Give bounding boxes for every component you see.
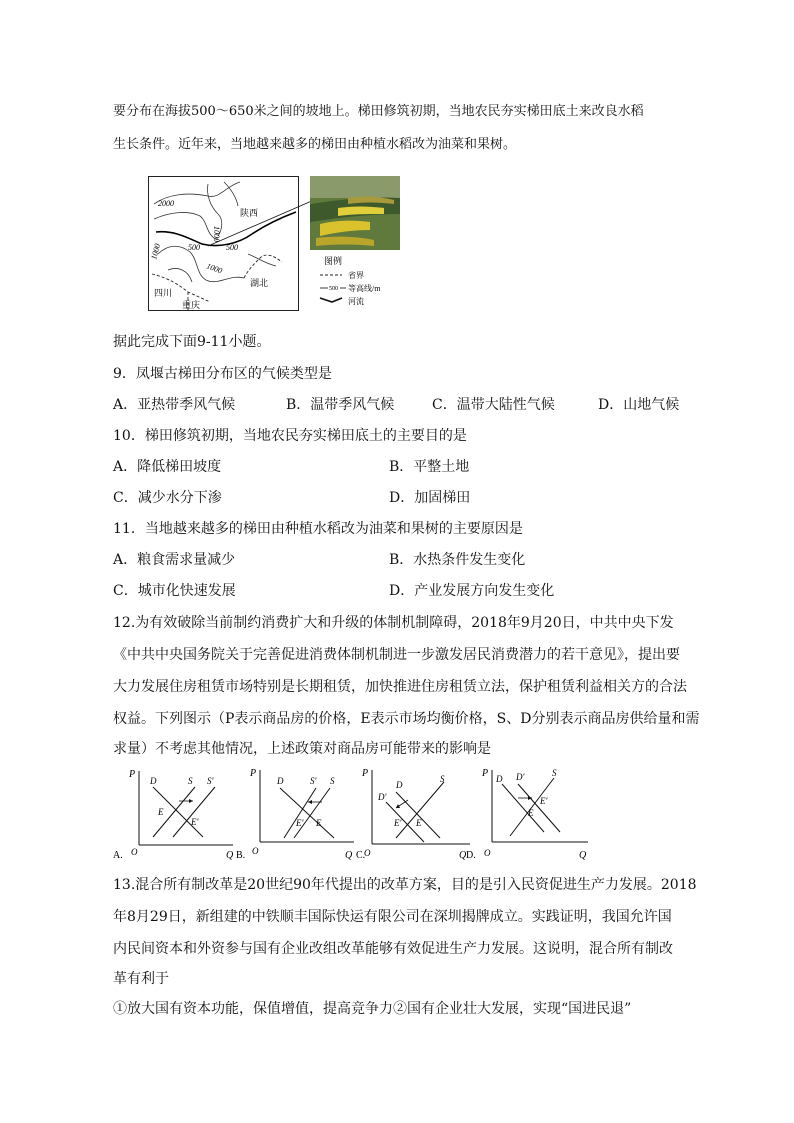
graph-d-supply-curve bbox=[510, 778, 554, 836]
legend-contour: 等高线/m bbox=[348, 284, 381, 293]
graph-c-origin: O bbox=[364, 848, 371, 858]
graph-b-origin: O bbox=[252, 846, 259, 856]
graph-a-axis-p: P bbox=[129, 769, 136, 780]
q13-line-5: ①放大国有资本功能，保值增值，提高竞争力②国有企业壮大发展，实现“国进民退” bbox=[113, 1001, 632, 1017]
graph-b-option-label: B. bbox=[236, 850, 246, 861]
map-label-sichuan: 四川 bbox=[154, 288, 173, 298]
graph-option-c[interactable] bbox=[356, 762, 484, 861]
legend-boundary: 省界 bbox=[348, 271, 364, 280]
map-legend bbox=[320, 255, 381, 306]
graph-c-label-d-prime: D' bbox=[378, 792, 387, 802]
q10-stem: 10．梯田修筑初期，当地农民夯实梯田底土的主要目的是 bbox=[113, 428, 467, 444]
graph-d-label-e: E bbox=[528, 808, 534, 818]
terrace-photo bbox=[310, 176, 400, 250]
graph-d-origin: O bbox=[484, 848, 491, 858]
graph-b-axis-p: P bbox=[250, 768, 257, 779]
q13-line-1: 13.混合所有制改革是20世纪90年代提出的改革方案，目的是引入民资促进生产力发展。2018 bbox=[113, 877, 697, 893]
q11-option-b[interactable]: B．水热条件发生变化 bbox=[389, 552, 526, 568]
q10-option-b[interactable]: B．平整土地 bbox=[389, 459, 470, 475]
graph-option-b[interactable] bbox=[236, 762, 364, 861]
map-figure bbox=[148, 174, 404, 314]
intro-line-2: 生长条件。近年来，当地越来越多的梯田由种植水稻改为油菜和果树。 bbox=[113, 137, 517, 152]
q9-option-a[interactable]: A．亚热带季风气候 bbox=[113, 397, 236, 413]
q12-line-5: 求量）不考虑其他情况，上述政策对商品房可能带来的影响是 bbox=[113, 741, 491, 757]
q12-line-1: 12.为有效破除当前制约消费扩大和升级的体制机制障碍，2018年9月20日，中共中央下发 bbox=[113, 615, 674, 631]
q12-line-4: 权益。下列图示（P表示商品房的价格，E表示市场均衡价格，S、D分别表示商品房供给量和需 bbox=[113, 711, 700, 727]
graph-b-label-s-prime: S' bbox=[310, 776, 317, 786]
q13-line-4: 革有利于 bbox=[113, 971, 169, 987]
map-label-500a: 500 bbox=[188, 243, 200, 252]
map-label-1000a: 1000 bbox=[212, 226, 221, 242]
graph-b-demand-curve bbox=[280, 788, 334, 838]
q10-option-d[interactable]: D．加固梯田 bbox=[389, 490, 471, 506]
graph-d-option-label: D. bbox=[466, 850, 476, 861]
graph-a-supply-shifted bbox=[173, 787, 215, 837]
graph-b-label-e: E bbox=[316, 818, 322, 828]
q12-line-3: 大力发展住房租赁市场特别是长期租赁，加快推进住房租赁立法，保护租赁利益相关方的合法 bbox=[113, 679, 687, 695]
graph-d-label-d: D bbox=[496, 774, 503, 784]
q13-line-3: 内民间资本和外资参与国有企业改组改革能够有效促进生产力发展。这说明，混合所有制改 bbox=[113, 941, 673, 957]
q12-line-2: 《中共中央国务院关于完善促进消费体制机制进一步激发居民消费潜力的若干意见》，提出要 bbox=[113, 647, 680, 663]
lead-text: 据此完成下面9-11小题。 bbox=[113, 334, 271, 350]
graph-c-supply-curve bbox=[396, 782, 444, 838]
graph-option-d[interactable] bbox=[466, 762, 594, 861]
graph-d-axis-p: P bbox=[482, 768, 489, 779]
q10-option-a[interactable]: A．降低梯田坡度 bbox=[113, 459, 222, 475]
graph-b-label-e-prime: E' bbox=[296, 818, 304, 828]
q9-option-d[interactable]: D．山地气候 bbox=[598, 397, 680, 413]
map-label-chongqing: 重庆 bbox=[182, 300, 201, 310]
graph-d-label-d-prime: D' bbox=[516, 772, 525, 782]
graph-a-label-e: E bbox=[158, 807, 164, 817]
q11-option-a[interactable]: A．粮食需求量减少 bbox=[113, 552, 236, 568]
graph-a-origin: O bbox=[131, 847, 138, 857]
graph-d-axis-q: Q bbox=[579, 850, 587, 861]
graph-c-axis-p: P bbox=[362, 768, 369, 779]
graph-b-label-d: D bbox=[277, 776, 284, 786]
q11-stem: 11．当地越来越多的梯田由种植水稻改为油菜和果树的主要原因是 bbox=[113, 521, 523, 537]
graph-d-label-e-prime: E' bbox=[540, 796, 548, 806]
q9-option-b[interactable]: B．温带季风气候 bbox=[286, 397, 395, 413]
q11-option-c[interactable]: C．城市化快速发展 bbox=[113, 583, 236, 599]
graph-a-option-label: A. bbox=[113, 850, 123, 861]
q11-option-d[interactable]: D．产业发展方向发生变化 bbox=[389, 583, 555, 599]
map-label-hubei: 湖北 bbox=[250, 278, 269, 288]
graph-d-label-s: S bbox=[552, 768, 557, 778]
graph-c-label-s: S bbox=[440, 774, 445, 784]
graph-c-demand-curve bbox=[396, 792, 440, 838]
q13-line-2: 年8月29日，新组建的中铁顺丰国际快运有限公司在深圳揭牌成立。实践证明，我国允许国 bbox=[113, 909, 672, 925]
graph-a-label-d: D bbox=[150, 776, 157, 786]
graph-b-axis-q: Q bbox=[345, 850, 353, 861]
intro-line-1: 要分布在海拔500～650米之间的坡地上。梯田修筑初期，当地农民夯实梯田底土来改良水稻 bbox=[113, 104, 644, 119]
q10-option-c[interactable]: C．减少水分下渗 bbox=[113, 490, 222, 506]
legend-title: 图例 bbox=[324, 256, 343, 266]
map-label-1000b: 1000 bbox=[149, 242, 163, 261]
graph-c-label-e-prime: E' bbox=[394, 818, 402, 828]
q9-option-c[interactable]: C．温带大陆性气候 bbox=[432, 397, 555, 413]
graph-a-label-s2: S' bbox=[207, 776, 214, 786]
map-label-1000c: 1000 bbox=[205, 261, 224, 276]
map-label-shaanxi: 陕西 bbox=[240, 208, 259, 218]
q9-stem: 9．凤堰古梯田分布区的气候类型是 bbox=[113, 366, 332, 382]
graph-option-a[interactable] bbox=[113, 765, 246, 861]
legend-contour-num: 500 bbox=[329, 286, 338, 292]
graph-a-label-e2: E' bbox=[191, 817, 199, 827]
graph-d-demand-shifted bbox=[518, 784, 560, 832]
graph-b-label-s: S bbox=[330, 776, 335, 786]
graph-b-supply-curve bbox=[294, 788, 330, 838]
graph-a-label-s: S bbox=[188, 776, 193, 786]
graph-c-axis-q: Q bbox=[459, 850, 467, 861]
graph-c-label-e: E bbox=[416, 818, 422, 828]
map-label-500b: 500 bbox=[226, 243, 238, 252]
graph-c-option-label: C. bbox=[356, 850, 366, 861]
legend-river: 河流 bbox=[348, 297, 364, 306]
map-label-2000: 2000 bbox=[158, 199, 174, 208]
graph-d-demand-curve bbox=[502, 784, 544, 832]
graph-c-label-d: D bbox=[396, 780, 403, 790]
graph-a-axis-q: Q bbox=[226, 850, 234, 861]
